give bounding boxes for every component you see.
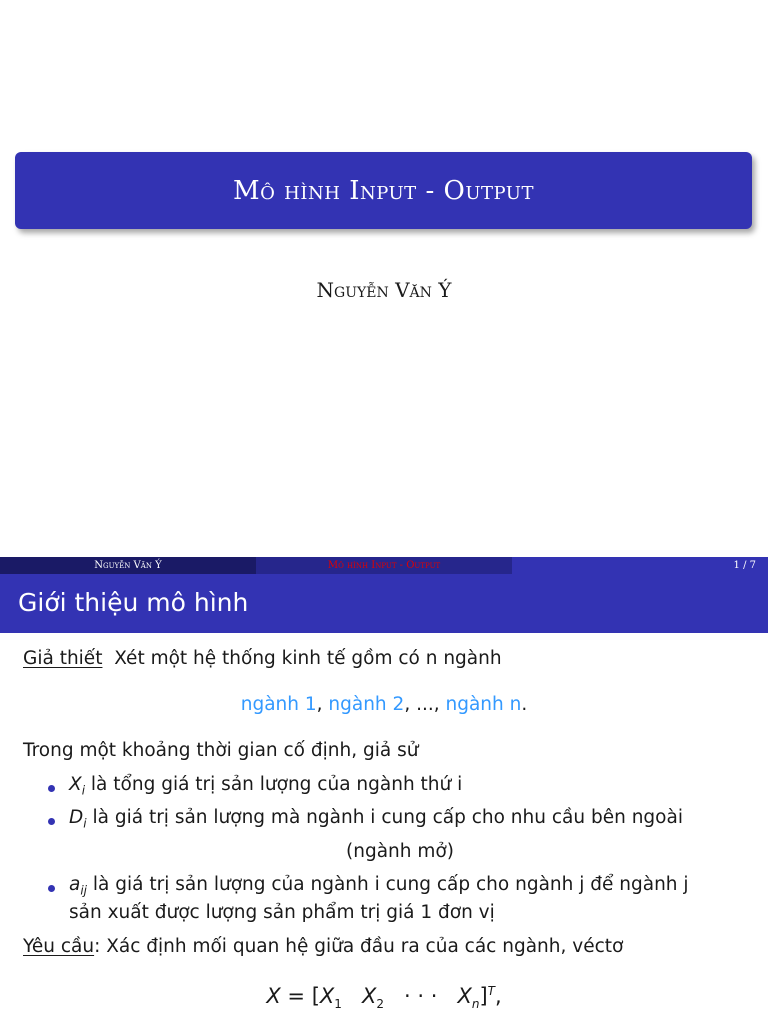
- assumption-text: Xét một hệ thống kinh tế gồm có n ngành: [114, 648, 502, 669]
- vector-formula: $X = [X_1$ $X_2$ · · · $X_n]^T$,: [266, 984, 502, 1012]
- bullet-icon: [48, 785, 55, 792]
- bullet-2-text: là giá trị sản lượng mà ngành i cung cấp cho nhu cầu bên ngoài: [92, 807, 683, 828]
- var-x: X: [69, 774, 82, 795]
- var-d: D: [69, 807, 84, 828]
- title-box: [15, 152, 752, 229]
- sector-n: ngành n: [445, 694, 522, 715]
- headline-title: Mô hình Input - Output: [256, 557, 512, 574]
- requirement-text: : Xác định mối quan hệ giữa đầu ra của các ngành, véctơ: [94, 936, 624, 957]
- bullet-3-cont: sản xuất được lượng sản phẩm trị giá 1 đơn vị: [69, 902, 495, 923]
- sector-1: ngành 1: [240, 694, 317, 715]
- bullet-icon: [48, 885, 55, 892]
- bullet-3-text: là giá trị sản lượng của ngành i cung cấp cho ngành j để ngành j: [92, 874, 689, 895]
- intro-line: Trong một khoảng thời gian cố định, giả sử: [23, 740, 419, 761]
- assumption-line: [23, 648, 502, 669]
- frame-title-bar: [0, 574, 768, 633]
- headline-bar: [0, 557, 768, 574]
- bullet-icon: [48, 818, 55, 825]
- frame-title: Giới thiệu mô hình: [18, 588, 249, 617]
- bullet-3: [69, 874, 689, 898]
- page-number: 1 / 7: [512, 557, 768, 574]
- var-a-sub: ij: [80, 883, 88, 898]
- bullet-1-text: là tổng giá trị sản lượng của ngành thứ i: [90, 774, 463, 795]
- presentation-title: Mô hình Input - Output: [233, 175, 534, 206]
- sectors-line: ngành 1, ngành 2, ..., ngành n.: [240, 694, 528, 715]
- requirement-line: [23, 936, 623, 957]
- bullet-2: [69, 807, 683, 831]
- headline-author: Nguyễn Văn Ý: [0, 557, 256, 574]
- requirement-label: Yêu cầu: [23, 936, 95, 957]
- assumption-label: Giả thiết: [23, 648, 103, 669]
- var-a: a: [69, 874, 81, 895]
- sector-2: ngành 2: [328, 694, 405, 715]
- var-d-sub: i: [83, 816, 87, 831]
- var-x-sub: i: [81, 783, 86, 798]
- sectors-ellipsis: ...: [416, 694, 434, 715]
- bullet-2-cont: (ngành mở): [346, 841, 454, 862]
- bullet-1: [69, 774, 462, 798]
- author-name: Nguyễn Văn Ý: [316, 278, 452, 302]
